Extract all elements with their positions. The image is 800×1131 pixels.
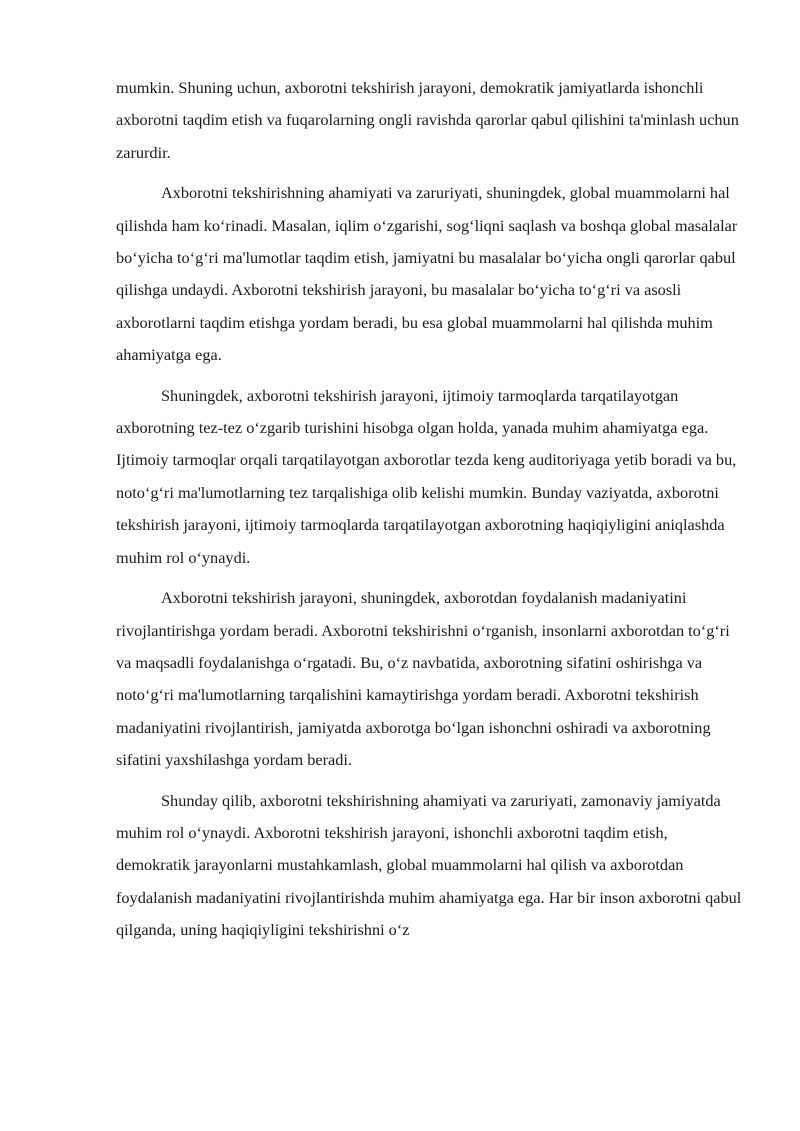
paragraph: Shunday qilib, axborotni tekshirishning ahamiyati va zaruriyati, zamonaviy jamiyatda muhim rol o‘ynaydi. Axborotni tekshirish jarayoni, ishonchli axborotni taqdim etish, demokratik jarayonlarni mustahkamlash, global muammolarni hal qilish va axborotdan foydalanish madaniyatini rivojlantirishda muhim ahamiyatga ega. Har bir inson axborotni qabul qilganda, uning haqiqiyligini tekshirishni o‘z [116,790,742,940]
paragraph-continuation: mumkin. Shuning uchun, axborotni tekshirish jarayoni, demokratik jamiyatlarda ishonchli axborotni taqdim etish va fuqarolarning ongli ravishda qarorlar qabul qilishini ta'minlash uchun zarurdir. [116,78,739,162]
paragraph: Axborotni tekshirishning ahamiyati va zaruriyati, shuningdek, global muammolarni hal qilishda ham ko‘rinadi. Masalan, iqlim o‘zgarishi, sog‘liqni saqlash va boshqa global masalalar bo‘yicha to‘g‘ri ma'lumotlar taqdim etish, jamiyatni bu masalalar bo‘yicha ongli qarorlar qabul qilishga undaydi. Axborotni tekshirish jarayoni, bu masalalar bo‘yicha to‘g‘ri va asosli axborotlarni taqdim etishga yordam beradi, bu esa global muammolarni hal qilishda muhim ahamiyatga ega. [116,183,738,365]
paragraph: Axborotni tekshirish jarayoni, shuningdek, axborotdan foydalanish madaniyatini rivojlantirishga yordam beradi. Axborotni tekshirishni o‘rganish, insonlarni axborotdan to‘g‘ri va maqsadli foydalanishga o‘rgatadi. Bu, o‘z navbatida, axborotning sifatini oshirishga va noto‘g‘ri ma'lumotlarning tarqalishini kamaytirishga yordam beradi. Axborotni tekshirish madaniyatini rivojlantirish, jamiyatda axborotga bo‘lgan ishonchni oshiradi va axborotning sifatini yaxshilashga yordam beradi. [116,588,730,770]
paragraph: Shuningdek, axborotni tekshirish jarayoni, ijtimoiy tarmoqlarda tarqatilayotgan axborotning tez-tez o‘zgarib turishini hisobga olgan holda, yanada muhim ahamiyatga ega. Ijtimoiy tarmoqlar orqali tarqatilayotgan axborotlar tezda keng auditoriyaga yetib boradi va bu, noto‘g‘ri ma'lumotlarning tez tarqalishiga olib kelishi mumkin. Bunday vaziyatda, axborotni tekshirish jarayoni, ijtimoiy tarmoqlarda tarqatilayotgan axborotning haqiqiyligini aniqlashda muhim rol o‘ynaydi. [116,385,737,567]
body-text [116,72,744,955]
